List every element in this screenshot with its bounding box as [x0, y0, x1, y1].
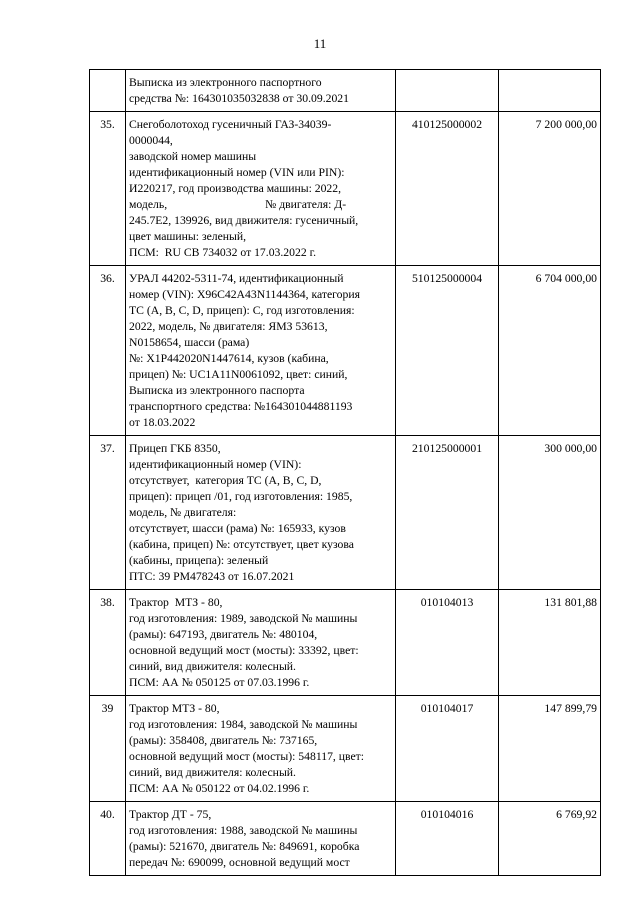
description-line: [129, 319, 392, 335]
description-line-text: Выписка из электронного паспортного: [129, 76, 322, 89]
description-line: [129, 117, 392, 133]
description-line: [129, 473, 392, 489]
description-line-text: передач №: 690099, основной ведущий мост: [129, 856, 350, 869]
description-cell: [126, 112, 396, 266]
description-line: [129, 229, 392, 245]
description-line: [129, 383, 392, 399]
description-line-text: синий, вид движителя: колесный.: [129, 766, 296, 779]
description-line-text: основной ведущий мост (мосты): 33392, цвет:: [129, 644, 359, 657]
description-line-text: заводской номер машины: [129, 150, 257, 163]
value-cell: 300 000,00: [499, 436, 601, 590]
description-line-text: Прицеп ГКБ 8350,: [129, 442, 221, 455]
description-line: [129, 457, 392, 473]
description-cell: [126, 696, 396, 802]
description-line-text: отсутствует, шасси (рама) №: 165933, кузов: [129, 522, 346, 535]
description-line-text: (рамы): 521670, двигатель №: 849691, коробка: [129, 840, 360, 853]
description-line: [129, 521, 392, 537]
inventory-code-cell: 010104016: [396, 802, 499, 876]
description-line: [129, 553, 392, 569]
description-line-text: И220217, год производства машины: 2022,: [129, 182, 342, 195]
table-row: [90, 70, 601, 112]
description-line-text: прицеп) №: UC1A11N0061092, цвет: синий,: [129, 368, 348, 381]
description-line-text: идентификационный номер (VIN или PIN):: [129, 166, 345, 179]
description-line: [129, 807, 392, 823]
description-line-text: Трактор МТЗ - 80,: [129, 702, 220, 715]
description-line: [129, 749, 392, 765]
description-line: [129, 149, 392, 165]
description-line-text: основной ведущий мост (мосты): 548117, цвет:: [129, 750, 365, 763]
description-line-text: ТС (A, B, C, D, прицеп): C, год изготовления:: [129, 304, 355, 317]
description-line: [129, 643, 392, 659]
page-number: 11: [313, 36, 327, 51]
description-line-text: номер (VIN): X96C42A43N1144364, категория: [129, 288, 360, 301]
table-row: [90, 436, 601, 590]
value-cell: 131 801,88: [499, 590, 601, 696]
description-line: [129, 855, 392, 871]
description-line: [129, 717, 392, 733]
description-line: [129, 823, 392, 839]
description-line-text: (рамы): 358408, двигатель №: 737165,: [129, 734, 318, 747]
description-line: [129, 75, 392, 91]
inventory-code-cell: 210125000001: [396, 436, 499, 590]
registry-body: [90, 70, 601, 876]
description-line-text: модель,: [129, 198, 168, 211]
description-line: [129, 611, 392, 627]
description-line-text: синий, вид движителя: колесный.: [129, 660, 296, 673]
row-number-cell: [90, 70, 126, 112]
description-line-text: ПСМ: АА № 050125 от 07.03.1996 г.: [129, 676, 310, 689]
description-line: [129, 165, 392, 181]
description-line-text: модель, № двигателя:: [129, 506, 237, 519]
row-number-cell: 39: [90, 696, 126, 802]
description-line: [129, 627, 392, 643]
description-line: [129, 245, 392, 261]
description-cell: [126, 590, 396, 696]
row-number-cell: 40.: [90, 802, 126, 876]
row-number-cell: 38.: [90, 590, 126, 696]
description-line: [129, 781, 392, 797]
description-line-text: год изготовления: 1984, заводской № машины: [129, 718, 358, 731]
description-line-text: (кабина, прицеп) №: отсутствует, цвет кузова: [129, 538, 354, 551]
description-line-text: прицеп): прицеп /01, год изготовления: 1985,: [129, 490, 353, 503]
row-number-cell: 35.: [90, 112, 126, 266]
description-line-text: 2022, модель, № двигателя: ЯМЗ 53613,: [129, 320, 328, 333]
description-line: [129, 505, 392, 521]
inventory-code-cell: 410125000002: [396, 112, 499, 266]
description-line: [129, 489, 392, 505]
description-line: [129, 197, 392, 213]
description-line: [129, 399, 392, 415]
description-line: [129, 367, 392, 383]
description-line-text: УРАЛ 44202-5311-74, идентификационный: [129, 272, 344, 285]
table-row: [90, 802, 601, 876]
description-line-text: отсутствует, категория ТС (A, B, C, D,: [129, 474, 322, 487]
description-line-text: ПСМ: RU CB 734032 от 17.03.2022 г.: [129, 246, 317, 259]
description-line-text: год изготовления: 1989, заводской № машины: [129, 612, 358, 625]
description-line-text: транспортного средства: №164301044881193: [129, 400, 353, 413]
value-cell: [499, 70, 601, 112]
inventory-code-cell: 510125000004: [396, 266, 499, 436]
description-line-text: Снегоболотоход гусеничный ГАЗ-34039-: [129, 118, 332, 131]
description-line: [129, 303, 392, 319]
description-line-text: от 18.03.2022: [129, 416, 196, 429]
description-line-text: (кабины, прицепа): зеленый: [129, 554, 269, 567]
description-line: [129, 351, 392, 367]
description-line-text: идентификационный номер (VIN):: [129, 458, 302, 471]
description-line: [129, 569, 392, 585]
table-row: [90, 266, 601, 436]
description-line-text: Выписка из электронного паспорта: [129, 384, 305, 397]
description-cell: [126, 802, 396, 876]
inventory-code-cell: 010104013: [396, 590, 499, 696]
description-line-text: цвет машины: зеленый,: [129, 230, 247, 243]
description-line: [129, 675, 392, 691]
description-line: [129, 537, 392, 553]
table-row: [90, 112, 601, 266]
description-line-text: (рамы): 647193, двигатель №: 480104,: [129, 628, 318, 641]
description-line: [129, 335, 392, 351]
description-cell: [126, 436, 396, 590]
description-line: [129, 287, 392, 303]
description-line-text: Трактор МТЗ - 80,: [129, 596, 223, 609]
value-cell: 6 769,92: [499, 802, 601, 876]
description-line-text: ПСМ: АА № 050122 от 04.02.1996 г.: [129, 782, 310, 795]
description-line-text: Трактор ДТ - 75,: [129, 808, 212, 821]
row-number-cell: 37.: [90, 436, 126, 590]
description-line: [129, 441, 392, 457]
description-line: [129, 701, 392, 717]
description-line-text: №: X1P442020N1447614, кузов (кабина,: [129, 352, 329, 365]
description-cell: [126, 70, 396, 112]
description-line: [129, 271, 392, 287]
description-line-text: год изготовления: 1988, заводской № машины: [129, 824, 358, 837]
table-row: [90, 590, 601, 696]
engine-label: № двигателя: Д-: [265, 198, 347, 211]
table-row: [90, 696, 601, 802]
value-cell: 147 899,79: [499, 696, 601, 802]
row-number-cell: 36.: [90, 266, 126, 436]
description-line-text: средства №: 164301035032838 от 30.09.2021: [129, 92, 349, 105]
description-line-text: N0158654, шасси (рама): [129, 336, 250, 349]
description-line: [129, 213, 392, 229]
value-cell: 6 704 000,00: [499, 266, 601, 436]
description-line: [129, 733, 392, 749]
description-cell: [126, 266, 396, 436]
inventory-code-cell: 010104017: [396, 696, 499, 802]
description-line: [129, 181, 392, 197]
vehicle-registry-table: [89, 69, 601, 876]
description-line: [129, 765, 392, 781]
inventory-code-cell: [396, 70, 499, 112]
description-line-text: 245.7Е2, 139926, вид движителя: гусеничный,: [129, 214, 359, 227]
description-line-text: 0000044,: [129, 134, 173, 147]
description-line: [129, 595, 392, 611]
description-line: [129, 659, 392, 675]
description-line-text: ПТС: 39 PM478243 от 16.07.2021: [129, 570, 295, 583]
value-cell: 7 200 000,00: [499, 112, 601, 266]
description-line: [129, 91, 392, 107]
description-line: [129, 133, 392, 149]
description-line: [129, 415, 392, 431]
description-line: [129, 839, 392, 855]
